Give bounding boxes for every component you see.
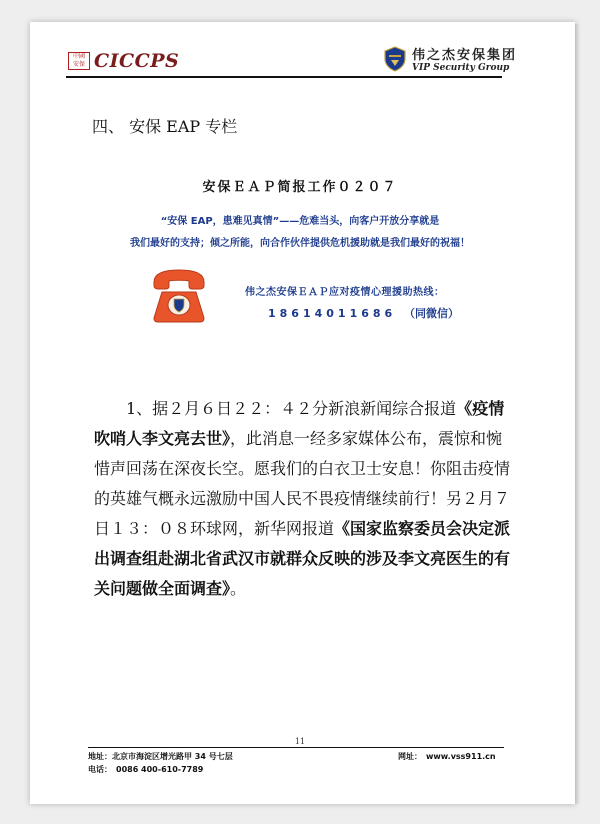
slogan-line-1: “安保 EAP，患难见真情”——危难当头，向客户开放分享就是 (160, 216, 440, 227)
section-title: 四、 安保 EAP 专栏 (92, 117, 238, 136)
shield-icon (384, 46, 406, 72)
hotline-number-line (268, 305, 459, 321)
page-shadow (575, 24, 580, 804)
news-paragraph (94, 394, 512, 604)
header-divider (66, 76, 502, 78)
vip-group-name-cn: 伟之杰安保集团 (412, 48, 518, 63)
telephone-icon (148, 268, 210, 324)
paragraph-text-2: ，此消息一经多家媒体公布，震惊和惋惜声回荡在深夜长空。愿我们的白衣卫士安息！你阻击疫情的英雄气概永远激励中国人民不畏疫情继续前行！另２月７日１３：０８环球网，新华网报道 (94, 429, 511, 538)
hotline-number: 18614011686 (268, 307, 397, 320)
footer-address: 地址：北京市海淀区增光路甲 34 号七层 (88, 752, 233, 761)
paragraph-text-3: 。 (230, 579, 247, 598)
paragraph-text-1: 1、据２月６日２２：４２分新浪新闻综合报道 (94, 399, 457, 418)
page-number: 11 (294, 737, 306, 746)
seal-mark (68, 52, 90, 70)
footer-divider (88, 747, 504, 748)
footer-phone: 电话： 0086 400-610-7789 (88, 765, 204, 774)
footer-website: 网址： www.vss911.cn (398, 752, 496, 761)
ciccps-brand: CICCPS (94, 50, 180, 72)
seal-text-bottom: 安保 (72, 61, 85, 68)
seal-text-top: 中國 (72, 53, 85, 60)
header-left-logo (68, 50, 179, 72)
article-title-1: 《疫情吹哨人李文亮去世》 (94, 399, 505, 448)
bulletin-title: 安保ＥＡＰ简报工作０２０７ (202, 180, 398, 195)
header-right-logo (384, 44, 517, 73)
article-title-2: 《国家监察委员会决定派出调查组赴湖北省武汉市就群众反映的涉及李文亮医生的有关问题做全面调查》 (94, 519, 511, 598)
slogan-line-2: 我们最好的支持；倾之所能，向合作伙伴提供危机援助就是我们最好的祝福！ (130, 238, 470, 249)
hotline-note: （同微信） (404, 307, 460, 320)
hotline-label: 伟之杰安保ＥＡＰ应对疫情心理援助热线： (245, 287, 445, 298)
vip-group-name-en: VIP Security Group (412, 63, 510, 73)
